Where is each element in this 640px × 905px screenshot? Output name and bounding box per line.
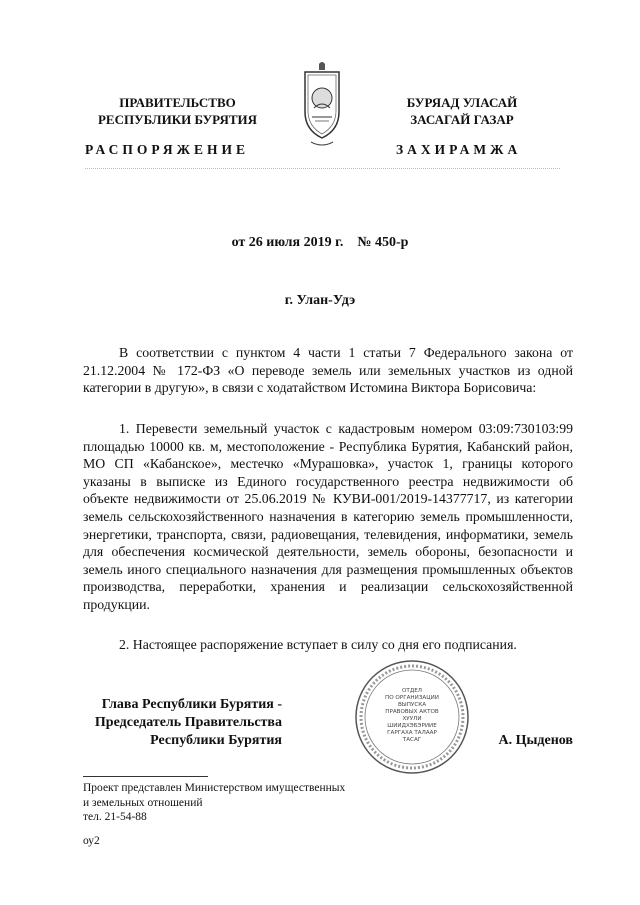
footer-phone: тел. 21-54-88 <box>83 811 147 823</box>
footer-code: оу2 <box>83 834 100 847</box>
coat-of-arms-emblem <box>297 60 347 150</box>
footer-divider <box>83 776 208 777</box>
footer-note <box>83 781 403 848</box>
right-title: ЗАХИРАМЖА <box>396 142 522 157</box>
coat-of-arms-icon <box>297 60 347 150</box>
left-title: РАСПОРЯЖЕНИЕ <box>85 142 250 157</box>
header-left <box>70 94 285 128</box>
stamp-text: ОТДЕЛ ПО ОРГАНИЗАЦИИ ВЫПУСКА ПРАВОВЫХ АКТОВ ХУУЛИ ШИИДХЭБЭРИИЕ ГАРГАХА ТАЛААР ТАСАГ <box>385 688 439 743</box>
footer-line2: и земельных отношений <box>83 796 203 809</box>
signatory-line1: Глава Республики Бурятия - <box>101 697 282 712</box>
header-right-line1: БУРЯАД УЛАСАЙ <box>406 95 518 110</box>
date-number: от 26 июля 2019 г. № 450-р <box>231 235 409 250</box>
intro-paragraph: В соответствии с пунктом 4 части 1 статьи 7 Федерального закона от 21.12.2004 № 172-ФЗ «О переводе земель или земельных участков из одной категории в другую», в связи с ходатайством Истомина Виктора Борисовича: <box>83 345 573 396</box>
header-right-line2: ЗАСАГАЙ ГАЗАР <box>410 112 514 127</box>
item-1-paragraph: 1. Перевести земельный участок с кадастровым номером 03:09:730103:99 площадью 10000 кв. м, местоположение - Республика Бурятия, Кабанский район, МО СП «Кабанское», местечко «Мурашовка», участок 1, границы которого указаны в выписке из Единого государственного реестра недвижимости об объекте недвижимости от 25.06.2019 № КУВИ-001/2019-14377717, из категории земель сельскохозяйственного назначения в категорию земель промышленности, энергетики, транспорта, связи, радиовещания, телевидения, информатики, земель для обеспечения космической деятельности, земель обороны, безопасности и земель иного специального назначения для размещения промышленных объектов производства, переработки, хранения и реализации сельскохозяйственной продукции. <box>83 421 573 612</box>
item-2-paragraph: 2. Настоящее распоряжение вступает в силу со дня его подписания. <box>119 637 517 652</box>
signatory-line2: Председатель Правительства <box>94 715 282 730</box>
city: г. Улан-Удэ <box>284 293 356 308</box>
header-left-line2: РЕСПУБЛИКИ БУРЯТИЯ <box>97 112 258 127</box>
header-divider <box>85 168 560 169</box>
signatory-title <box>70 696 282 750</box>
header-left-line1: ПРАВИТЕЛЬСТВО <box>119 95 236 110</box>
official-stamp <box>353 658 471 776</box>
header-right <box>362 94 562 128</box>
signatory-line3: Республики Бурятия <box>150 733 282 748</box>
signatory-name: А. Цыденов <box>498 733 573 748</box>
footer-line1: Проект представлен Министерством имущественных <box>83 782 346 794</box>
